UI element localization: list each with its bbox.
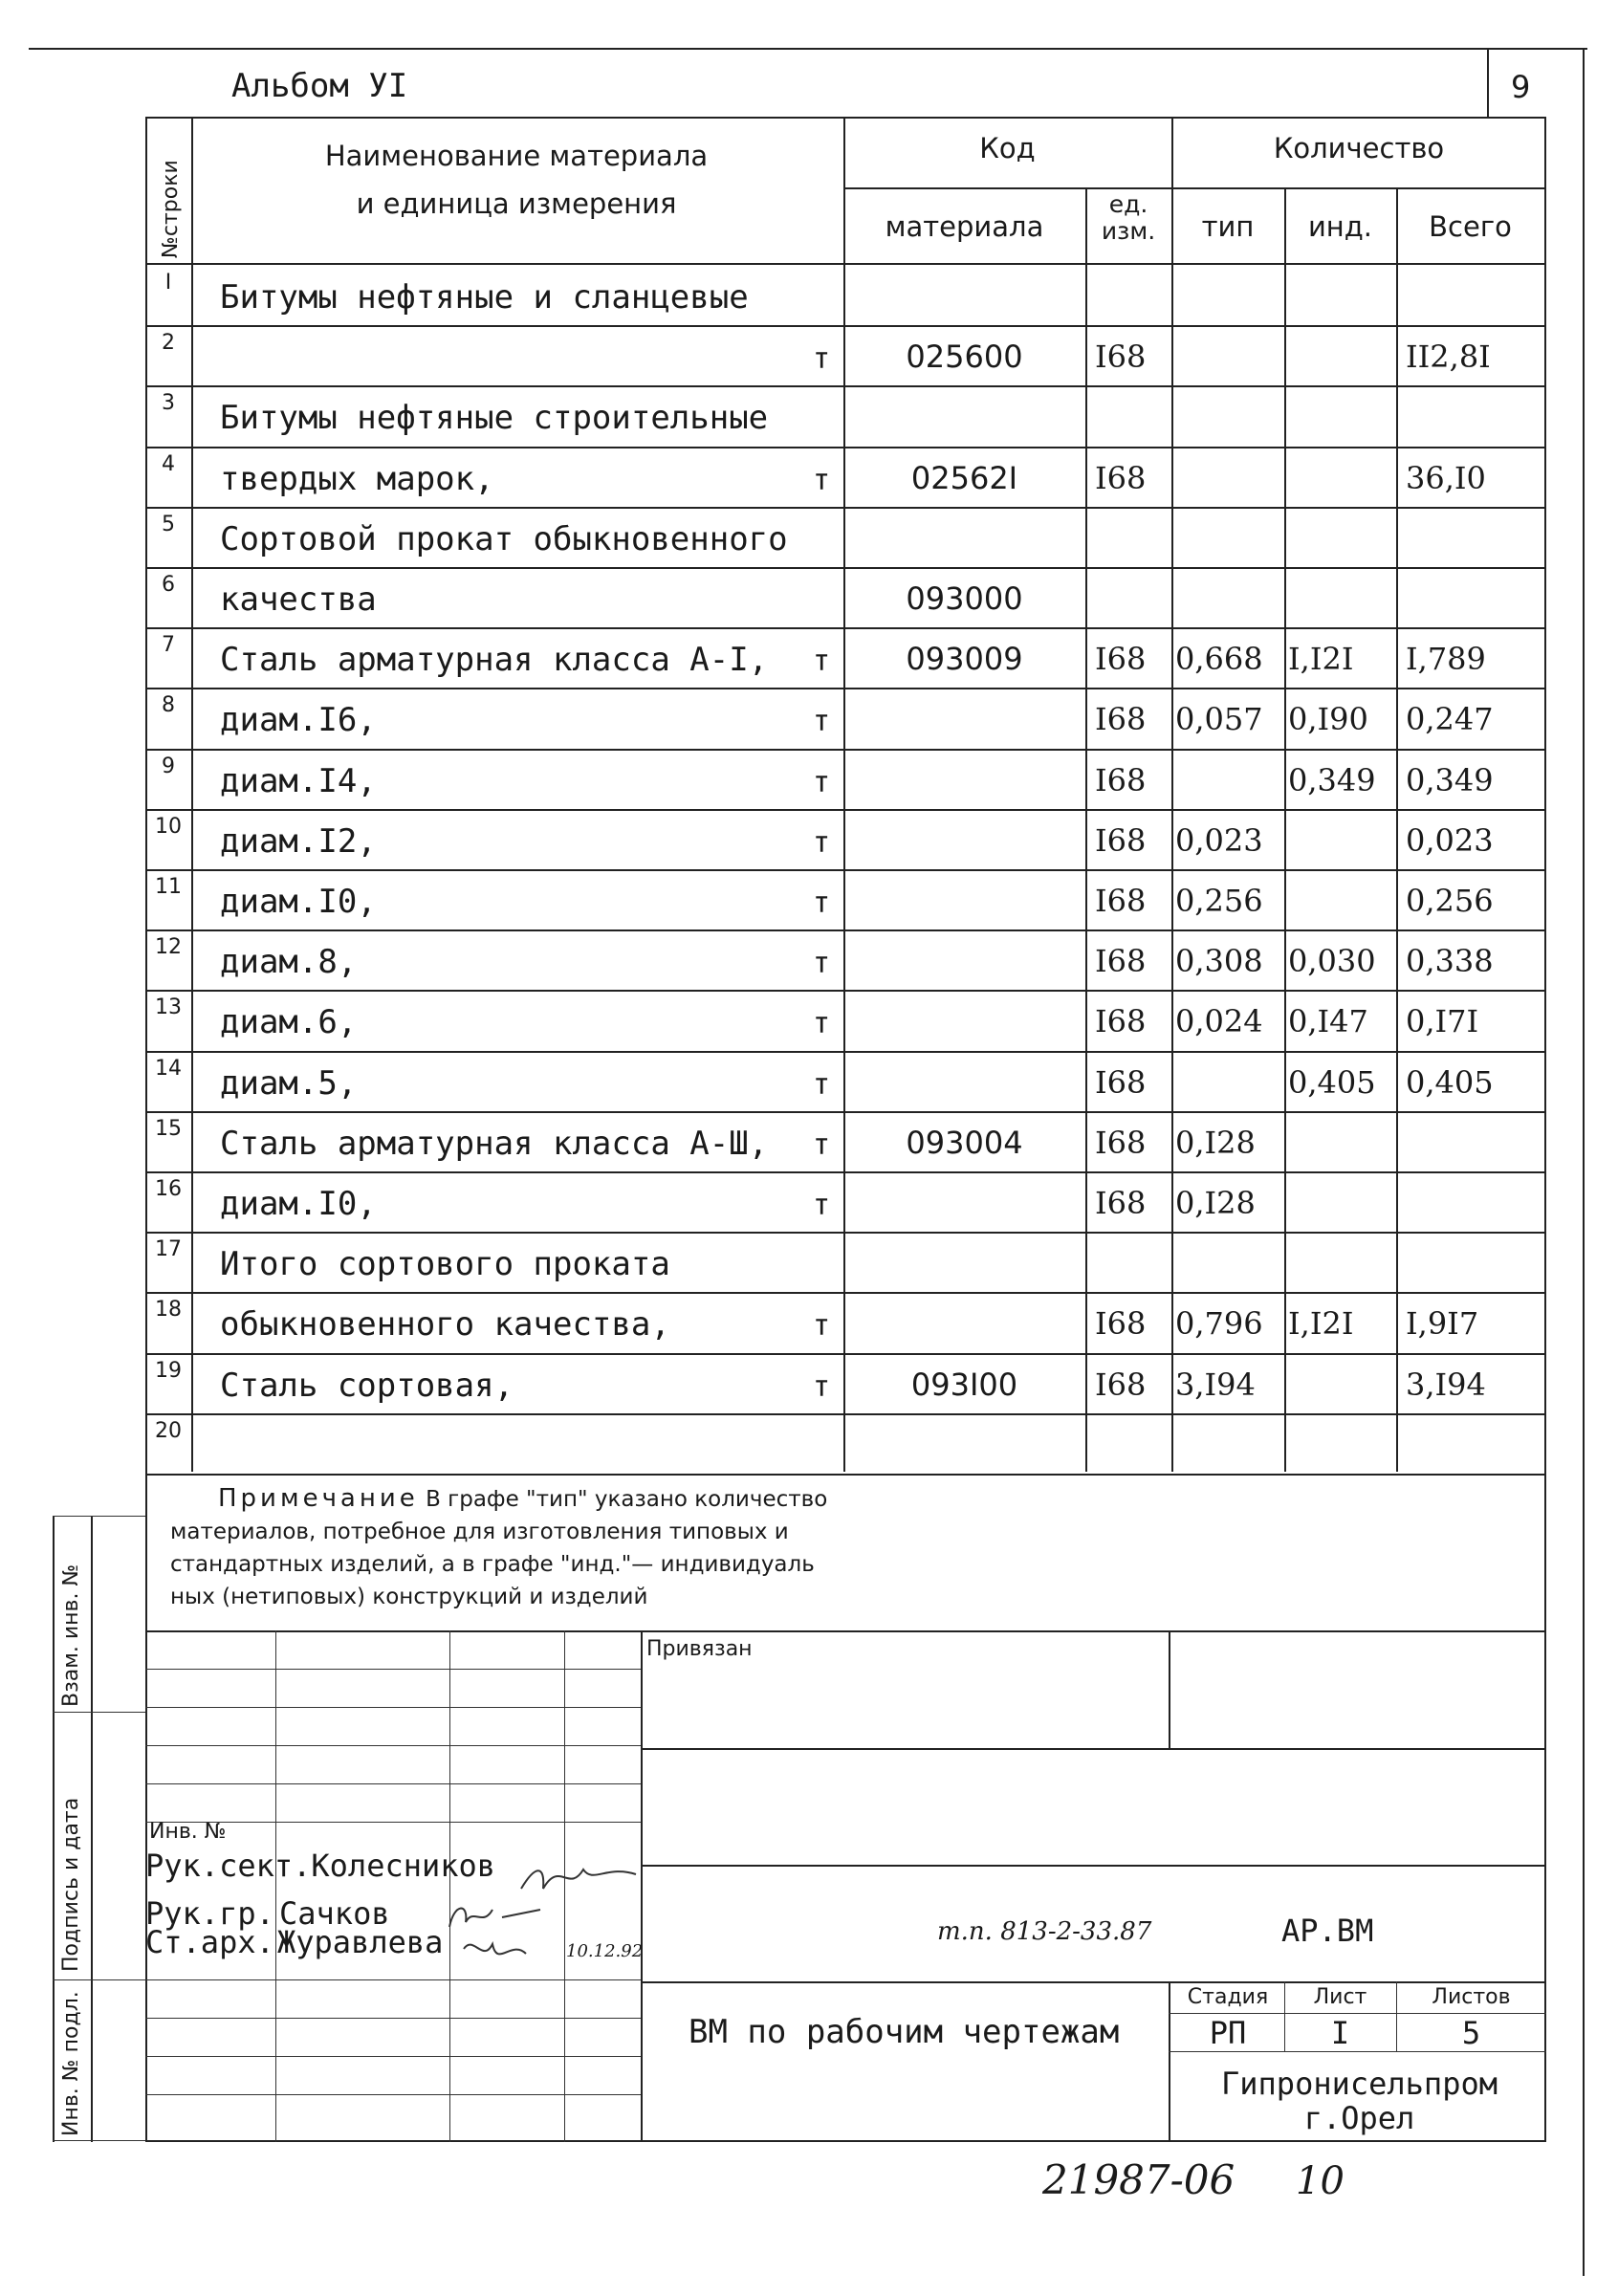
cell-no: 5 xyxy=(162,513,175,536)
ruk-gr-label: Рук.гр. xyxy=(145,1895,274,1932)
column-line xyxy=(191,263,193,1472)
cell-tip: 0,668 xyxy=(1175,641,1263,677)
signature-kolesnikov xyxy=(516,1855,641,1898)
stamp-row-line xyxy=(145,1783,641,1784)
stamp-row-line xyxy=(145,1979,641,1980)
cell-unit: I68 xyxy=(1095,822,1147,859)
stamp-left-line xyxy=(145,1473,147,2142)
cell-name: Сталь арматурная класса А-Ш, xyxy=(220,1125,769,1163)
cell-no: 15 xyxy=(155,1117,182,1141)
cell-no: 19 xyxy=(155,1359,182,1383)
stamp-divider-main xyxy=(641,1630,643,2142)
archive-page: 10 xyxy=(1296,2159,1345,2203)
stamp-row-line xyxy=(145,2018,641,2019)
side-column-left xyxy=(53,1516,55,2142)
cell-name: твердых марок, xyxy=(220,460,494,498)
stage-divider-2 xyxy=(1396,1981,1397,2051)
unit-header: ед. изм. xyxy=(1101,190,1156,245)
cell-unit: I68 xyxy=(1095,1125,1147,1161)
cell-tip: 0,I28 xyxy=(1175,1125,1256,1161)
stage-divider-1 xyxy=(1284,1981,1285,2051)
cell-tip: 0,256 xyxy=(1175,883,1263,919)
right-border xyxy=(1583,48,1585,2276)
cell-name: диам.I0, xyxy=(220,883,377,921)
side-row-line-4 xyxy=(53,2140,145,2141)
total-header: Всего xyxy=(1429,210,1512,243)
note-text-4: ных (нетиповых) конструкций и изделий xyxy=(170,1585,648,1609)
row-line xyxy=(145,1051,1546,1053)
cell-ind: 0,405 xyxy=(1288,1064,1376,1101)
cell-total: 0,349 xyxy=(1406,762,1494,798)
table-left-line xyxy=(145,117,147,1475)
cell-total: 0,405 xyxy=(1406,1064,1494,1101)
cell-total: 0,338 xyxy=(1406,943,1494,979)
inv-no-label: Инв. № xyxy=(149,1820,227,1844)
column-line xyxy=(1085,263,1087,1472)
tip-header: тип xyxy=(1201,210,1255,243)
stamp-row-line xyxy=(145,1669,641,1670)
quantity-header: Количество xyxy=(1273,132,1445,164)
side-row-line-2 xyxy=(53,1712,145,1713)
side-row-line-1 xyxy=(53,1516,145,1517)
stamp-row-line xyxy=(145,1707,641,1708)
stamp-divider-stage xyxy=(1169,1981,1170,2142)
cell-name: качества xyxy=(220,580,377,619)
cell-unit: I68 xyxy=(1095,943,1147,979)
cell-name: диам.8, xyxy=(220,943,358,981)
subheader-line xyxy=(843,187,1546,189)
row-line xyxy=(145,627,1546,629)
cell-unit-letter: т xyxy=(813,1128,831,1162)
cell-no: 7 xyxy=(162,633,175,657)
row-line xyxy=(145,869,1546,871)
cell-tip: 0,308 xyxy=(1175,943,1263,979)
cell-total: 0,I7I xyxy=(1406,1003,1479,1039)
cell-total: 36,I0 xyxy=(1406,460,1486,496)
cell-ind: 0,349 xyxy=(1288,762,1376,798)
note-label: Примечание xyxy=(218,1484,419,1513)
cell-name: Сталь арматурная класса А-I, xyxy=(220,641,769,679)
side-column-mid xyxy=(91,1516,93,2142)
cell-no: 17 xyxy=(155,1237,182,1261)
cell-unit-letter: т xyxy=(813,705,831,738)
stamp-row-line xyxy=(145,1745,641,1746)
material-header: материала xyxy=(885,210,1044,243)
archive-number: 21987-06 xyxy=(1042,2156,1235,2203)
cell-total: II2,8I xyxy=(1406,339,1491,375)
cell-no: 13 xyxy=(155,995,182,1019)
cell-tip: 0,I28 xyxy=(1175,1185,1256,1221)
cell-tip: 0,796 xyxy=(1175,1305,1263,1342)
cell-tip: 0,057 xyxy=(1175,701,1263,737)
cell-total: 3,I94 xyxy=(1406,1367,1486,1403)
cell-unit: I68 xyxy=(1095,339,1147,375)
row-line xyxy=(145,929,1546,931)
sheet-value: I xyxy=(1330,2015,1350,2051)
cell-name: Битумы нефтяные строительные xyxy=(220,399,769,437)
cell-ind: 0,I90 xyxy=(1288,701,1368,737)
org-city: г.Орел xyxy=(1303,2100,1415,2136)
sheets-label: Листов xyxy=(1432,1985,1511,2009)
row-line xyxy=(145,990,1546,992)
stamp-line-privyazan xyxy=(641,1748,1546,1750)
stamp-divider-privyazan xyxy=(1169,1630,1170,1750)
cell-no: 11 xyxy=(155,875,182,899)
stage-value: РП xyxy=(1209,2015,1247,2051)
header-bottom-line xyxy=(145,263,1546,265)
side-label-inv: Инв. № подл. xyxy=(59,1991,83,2136)
cell-no: 14 xyxy=(155,1057,182,1081)
table-right-line xyxy=(1544,117,1546,1475)
row-number-header: №строки xyxy=(159,160,183,258)
stamp-top-line xyxy=(145,1630,1546,1632)
note-text-3: стандартных изделий, а в графе "инд."— индивидуаль xyxy=(170,1552,815,1577)
row-line xyxy=(145,1171,1546,1173)
stamp-row-line xyxy=(145,2056,641,2057)
cell-unit: I68 xyxy=(1095,1367,1147,1403)
cell-no: 16 xyxy=(155,1177,182,1201)
privyazan-label: Привязан xyxy=(646,1637,753,1661)
sheet-label: Лист xyxy=(1313,1985,1367,2009)
row-line xyxy=(145,1111,1546,1113)
table-top-line xyxy=(145,117,1546,119)
cell-total: 0,247 xyxy=(1406,701,1494,737)
column-line xyxy=(843,263,845,1472)
sheets-value: 5 xyxy=(1461,2015,1481,2051)
cell-name: диам.I6, xyxy=(220,701,377,739)
cell-no: 12 xyxy=(155,935,182,959)
cell-unit-letter: т xyxy=(813,464,831,497)
cell-unit: I68 xyxy=(1095,641,1147,677)
cell-tip: 0,024 xyxy=(1175,1003,1263,1039)
cell-code: 093009 xyxy=(906,641,1023,677)
cell-name: диам.I2, xyxy=(220,822,377,861)
cell-total: 0,256 xyxy=(1406,883,1494,919)
cell-no: 4 xyxy=(162,452,175,476)
cell-no: 9 xyxy=(162,754,175,778)
cell-unit: I68 xyxy=(1095,1003,1147,1039)
cell-unit: I68 xyxy=(1095,762,1147,798)
cell-no: I xyxy=(164,271,172,295)
cell-name: диам.I0, xyxy=(220,1185,377,1223)
cell-no: 10 xyxy=(155,815,182,839)
row-line xyxy=(145,507,1546,509)
row-line xyxy=(145,567,1546,569)
cell-tip: 0,023 xyxy=(1175,822,1263,859)
column-line xyxy=(1171,263,1173,1472)
cell-name: диам.6, xyxy=(220,1003,358,1041)
note xyxy=(170,1482,964,1613)
stage-label: Стадия xyxy=(1187,1985,1269,2009)
cell-name: Сортовой прокат обыкновенного xyxy=(220,520,788,558)
row-line xyxy=(145,1474,1546,1476)
st-arh-label: Ст.арх. xyxy=(145,1924,274,1960)
cell-unit: I68 xyxy=(1095,1185,1147,1221)
cell-no: 8 xyxy=(162,693,175,717)
cell-no: 2 xyxy=(162,331,175,355)
cell-unit-letter: т xyxy=(813,1007,831,1040)
sheet-no-divider xyxy=(1487,48,1489,117)
cell-unit: I68 xyxy=(1095,1305,1147,1342)
cell-unit-letter: т xyxy=(813,826,831,860)
stamp-bottom-line xyxy=(145,2140,1546,2142)
cell-unit: I68 xyxy=(1095,1064,1147,1101)
sheet-number: 9 xyxy=(1511,69,1531,105)
row-line xyxy=(145,749,1546,751)
cell-code: 093I00 xyxy=(910,1367,1018,1403)
cell-unit: I68 xyxy=(1095,883,1147,919)
sign-date: 10.12.92 xyxy=(566,1941,644,1961)
row-line xyxy=(145,1413,1546,1415)
stamp-row-line xyxy=(145,2094,641,2095)
cell-code: 093004 xyxy=(906,1125,1023,1161)
doc-code: т.п. 813-2-33.87 xyxy=(937,1917,1152,1946)
stamp-line-code xyxy=(641,1865,1546,1867)
cell-unit-letter: т xyxy=(813,947,831,980)
cell-tip: 3,I94 xyxy=(1175,1367,1256,1403)
ruk-gr-name: Сачков xyxy=(279,1895,390,1932)
cell-ind: 0,030 xyxy=(1288,943,1376,979)
org-name: Гипронисельпром xyxy=(1221,2066,1498,2102)
cell-unit-letter: т xyxy=(813,645,831,678)
side-label-podpis: Подпись и дата xyxy=(59,1797,83,1972)
signature-zhuravleva xyxy=(459,1930,545,1973)
row-line xyxy=(145,1292,1546,1294)
column-line xyxy=(1284,263,1286,1472)
st-arh-name: Журавлева xyxy=(277,1924,444,1960)
album-title: Альбом УI xyxy=(231,67,408,105)
side-label-vzam: Взам. инв. № xyxy=(59,1563,83,1707)
cell-unit-letter: т xyxy=(813,342,831,376)
side-row-line-3 xyxy=(53,1979,145,1980)
note-text-2: материалов, потребное для изготовления типовых и xyxy=(170,1520,789,1544)
ruk-sekt: Рук.сект.Колесников xyxy=(145,1848,496,1884)
cell-name: Сталь сортовая, xyxy=(220,1367,514,1405)
cell-unit-letter: т xyxy=(813,766,831,799)
cell-ind: 0,I47 xyxy=(1288,1003,1368,1039)
cell-name: диам.I4, xyxy=(220,762,377,800)
cell-unit: I68 xyxy=(1095,701,1147,737)
stage-values-line xyxy=(1169,2051,1546,2052)
note-text-1: В графе "тип" указано количество xyxy=(426,1487,828,1512)
ind-header: инд. xyxy=(1307,210,1373,243)
row-line xyxy=(145,688,1546,689)
stamp-right-line xyxy=(1544,1473,1546,2142)
cell-code: 02562I xyxy=(910,460,1018,496)
cell-code: 025600 xyxy=(906,339,1023,375)
cell-code: 093000 xyxy=(906,580,1023,617)
cell-no: 20 xyxy=(155,1419,182,1443)
cell-unit-letter: т xyxy=(813,1189,831,1222)
cell-total: I,789 xyxy=(1406,641,1486,677)
stage-header-line xyxy=(1169,2013,1546,2014)
top-border xyxy=(29,48,1587,50)
row-line xyxy=(145,385,1546,387)
row-line xyxy=(145,809,1546,811)
code-header: Код xyxy=(979,132,1036,164)
cell-no: 3 xyxy=(162,391,175,415)
cell-unit-letter: т xyxy=(813,1309,831,1343)
cell-unit-letter: т xyxy=(813,886,831,920)
cell-ind: I,I2I xyxy=(1288,1305,1354,1342)
cell-name: Итого сортового проката xyxy=(220,1245,670,1283)
name-header-line1: Наименование материала xyxy=(324,140,709,172)
cell-total: I,9I7 xyxy=(1406,1305,1479,1342)
cell-unit: I68 xyxy=(1095,460,1147,496)
cell-unit-letter: т xyxy=(813,1068,831,1102)
cell-no: 18 xyxy=(155,1298,182,1322)
row-line xyxy=(145,447,1546,448)
name-header-line2: и единица измерения xyxy=(356,187,677,220)
row-line xyxy=(145,325,1546,327)
cell-total: 0,023 xyxy=(1406,822,1494,859)
row-line xyxy=(145,1353,1546,1355)
cell-name: диам.5, xyxy=(220,1064,358,1103)
stamp-line-title xyxy=(641,1981,1546,1983)
doc-title: ВМ по рабочим чертежам xyxy=(689,2013,1120,2051)
rowno-header-divider xyxy=(191,117,193,265)
doc-mark: АР.ВМ xyxy=(1281,1913,1374,1949)
cell-name: обыкновенного качества, xyxy=(220,1305,670,1344)
cell-unit-letter: т xyxy=(813,1370,831,1404)
cell-no: 6 xyxy=(162,573,175,597)
row-line xyxy=(145,1232,1546,1234)
cell-ind: I,I2I xyxy=(1288,641,1354,677)
cell-name: Битумы нефтяные и сланцевые xyxy=(220,278,749,317)
column-line xyxy=(1396,263,1398,1472)
